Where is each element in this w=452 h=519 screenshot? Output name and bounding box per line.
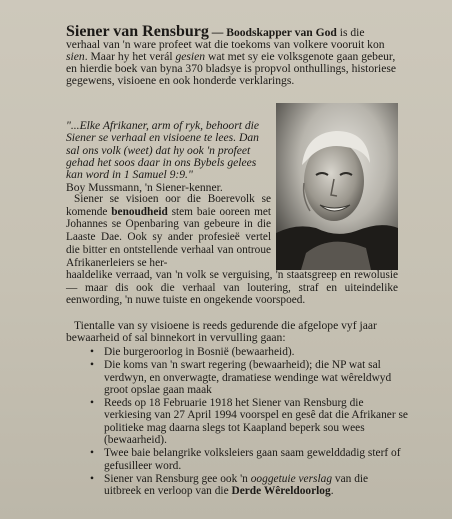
bullet-icon: • [90,472,94,485]
title-subtitle: Boodskapper van God [226,26,337,39]
title-dash: — [208,26,227,39]
intro-sien: sien [66,50,85,64]
list-item-text: Die koms van 'n swart regering (bewaarheid); die NP wat sal verdwyn, en onverwagte, dramatiese wendinge wat wêreldwyd groot opslae gaan maak [104,359,392,396]
paragraph-visioene: Tientalle van sy visioene is reeds gedurende die afgelope vyf jaar bewaarheid of sal binnekort in vervulling gaan: [66,319,377,345]
intro-middle: . Maar hy het verál [84,50,176,64]
prophecy-list [88,346,408,499]
last-bullet-bold: Derde Wêreldoorlog [231,485,331,498]
para2-bold: benoudheid [111,205,168,218]
testimonial-quote: "...Elke Afrikaner, arm of ryk, behoort die Siener se verhaal en visioene te lees. Dan sal ons volk (weet) dat hy ook 'n profeet gehad het soos daar in ons Bybels gelees kan word in 1 Samuel 9:9." [66,119,260,182]
list-item [88,359,408,396]
para2-start: Siener se visioen oor die Boerevolk se komende [66,193,271,218]
intro-lead: is die verhaal van 'n ware profeet wat die toekoms van volkere vooruit kon [66,26,385,52]
paragraph-verraad: haaldelike verraad, van 'n volk se verguising, 'n staatsgreep en rewolusie — maar dis ook die verhaal van loutering, straf en uiteindelike eenwording, 'n nuwe tuiste en ongekende voorspoed. [66,269,398,307]
testimonial-attribution: Boy Mussmann, 'n Siener-kenner. [66,181,223,194]
bullet-icon: • [90,447,94,460]
author-photo [276,103,398,270]
bullet-icon: • [90,346,94,358]
list-item [88,473,408,498]
list-item [88,346,408,358]
intro-paragraph [66,23,398,88]
list-item [88,447,408,472]
list-item [88,397,408,446]
last-bullet-start: Siener van Rensburg gee ook 'n [104,472,251,485]
bullet-icon: • [90,359,94,372]
last-bullet-italic: ooggetuie verslag [250,472,333,485]
list-item-text: Die burgeroorlog in Bosnië (bewaarheid). [104,346,295,358]
list-item-text: Reeds op 18 Februarie 1918 het Siener van Rensburg die verkiesing van 27 April 1994 voorspel en gesê dat die Afrikaner se politieke mag daarna slegs tot Kaapland beperk sou wees (bewaarheid). [104,397,408,447]
title-name: Siener van Rensburg [66,23,209,40]
list-item-text: Twee baie belangrike volksleiers gaan saam gewelddadig sterf of gefusilleer word. [104,447,401,472]
intro-gesien: gesien [175,50,206,64]
intro-rest: wat met sy eie volksgenote gaan gebeur, en hierdie boek van byna 370 bladsye is propvol onthullings, historiese gegewens, visioene en ook honderde verklarings. [66,50,397,88]
para2-end: stem baie ooreen met Johannes se Openbaring van gebeure in die Laaste Dae. Ook sy ander profesieë vertel die bitter en ontstellende verhaal van ontroue Afrikanerleiers se her- [66,205,272,269]
portrait-image [276,103,398,270]
last-bullet-middle: van die uitbreek en verloop van die [104,472,369,498]
bullet-icon: • [90,397,94,410]
paragraph-benoudheid [66,193,271,269]
last-bullet-end: . [330,485,334,498]
